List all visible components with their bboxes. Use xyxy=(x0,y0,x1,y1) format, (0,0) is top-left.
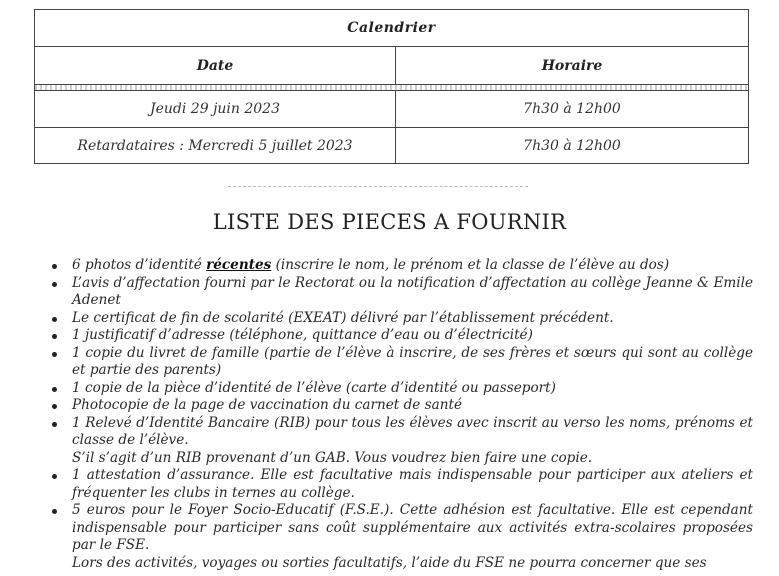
list-item xyxy=(48,415,753,468)
item-text: 1 attestation d’assurance. Elle est facultative mais indispensable pour participer aux ateliers et fréquenter les clubs in ternes au collège. xyxy=(72,467,753,501)
item-text: 1 copie de la pièce d’identité de l’élève (carte d’identité ou passeport) xyxy=(72,379,556,396)
bullet-icon xyxy=(52,317,57,322)
calendar-table xyxy=(34,9,749,164)
calendar-title: Calendrier xyxy=(34,9,749,47)
bullet-icon xyxy=(52,334,57,339)
item-text: 1 copie du livret de famille (partie de l’élève à inscrire, de ses frères et sœurs qui sont au collège et partie des parents) xyxy=(72,344,753,378)
faint-divider xyxy=(228,186,528,187)
item-note: Lors des activités, voyages ou sorties facultatifs, l’aide du FSE ne pourra concerner que ses xyxy=(72,554,707,571)
list-item xyxy=(48,502,753,572)
table-row xyxy=(35,127,748,163)
item-text: 1 Relevé d’Identité Bancaire (RIB) pour tous les élèves avec inscrit au verso les noms, prénoms et classe de l’élève. xyxy=(72,414,753,448)
calendar-body xyxy=(34,90,749,164)
item-text: 1 justificatif d’adresse (téléphone, quittance d’eau ou d’électricité) xyxy=(72,327,533,343)
bullet-icon xyxy=(52,282,57,287)
table-row xyxy=(35,91,748,127)
item-text: L’avis d’affectation fourni par le Rectorat ou la notification d’affectation au collège Jeanne & Emile Adenet xyxy=(72,274,753,308)
list-item xyxy=(48,345,753,380)
bullet-icon xyxy=(52,387,57,392)
row-date: Retardataires : Mercredi 5 juillet 2023 xyxy=(35,128,396,163)
row-date: Jeudi 29 juin 2023 xyxy=(35,91,396,127)
item-text: Le certificat de fin de scolarité (EXEAT) délivré par l’établissement précédent. xyxy=(72,309,614,326)
bullet-icon xyxy=(52,352,57,357)
item-text: 5 euros pour le Foyer Socio-Educatif (F.S.E.). Cette adhésion est facultative. Elle est cependant indispensable pour participer sans coût supplémentaire aux activités extra-scolaires proposées par le FSE. xyxy=(72,502,753,553)
list-item xyxy=(48,257,753,275)
row-time: 7h30 à 12h00 xyxy=(523,101,621,117)
list-item xyxy=(48,467,753,502)
list-item xyxy=(48,397,753,415)
bullet-icon xyxy=(52,404,57,409)
item-note: S’il s’agit d’un RIB provenant d’un GAB. Vous voudrez bien faire une copie. xyxy=(72,449,593,466)
list-item xyxy=(48,327,753,345)
bullet-icon xyxy=(52,422,57,427)
calendar-header-row xyxy=(34,47,749,85)
row-time: 7h30 à 12h00 xyxy=(523,137,621,154)
list-item xyxy=(48,380,753,398)
column-header-time: Horaire xyxy=(541,57,603,74)
column-header-date: Date xyxy=(35,47,396,84)
bullet-icon xyxy=(52,509,57,514)
list-item xyxy=(48,310,753,328)
item-text-post: (inscrire le nom, le prénom et la classe de l’élève au dos) xyxy=(271,257,670,273)
documents-list xyxy=(48,257,753,572)
item-text-pre: 6 photos d’identité xyxy=(72,257,207,273)
bullet-icon xyxy=(52,474,57,479)
list-title: LISTE DES PIECES A FOURNIR xyxy=(212,210,567,234)
item-emphasis: récentes xyxy=(206,257,272,273)
list-item xyxy=(48,275,753,310)
bullet-icon xyxy=(52,264,57,269)
item-text: Photocopie de la page de vaccination du carnet de santé xyxy=(72,397,463,413)
